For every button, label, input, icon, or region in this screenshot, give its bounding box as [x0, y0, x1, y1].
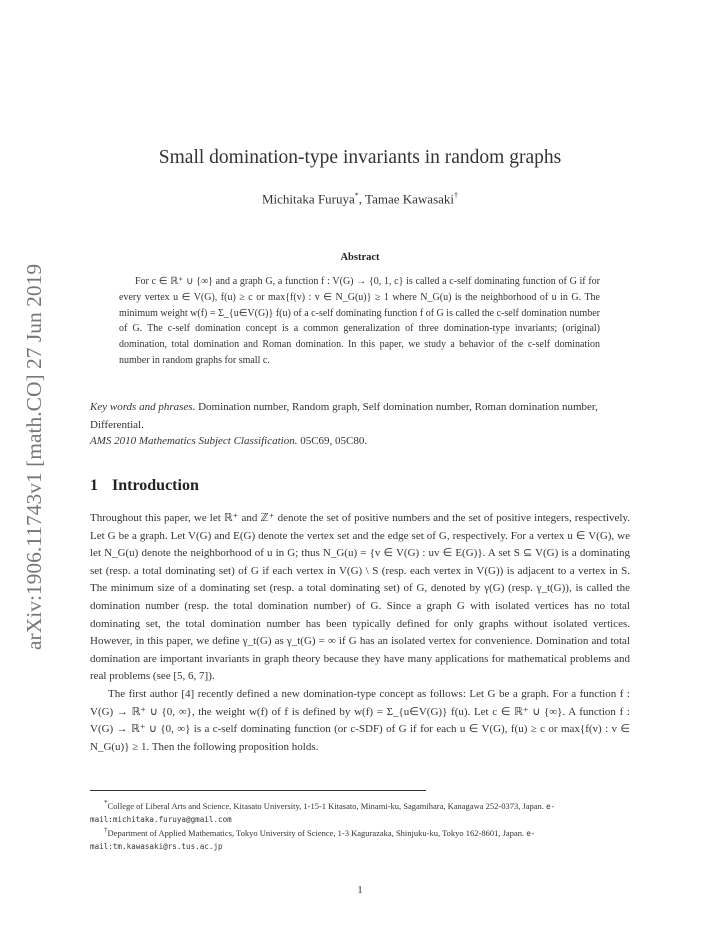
footnote-text: College of Liberal Arts and Science, Kitasato University, 1-15-1 Kitasato, Minami-ku, Sagamihara, Kanagawa 252-0373, Japan.	[107, 800, 544, 811]
author-furuya: Michitaka Furuya	[261, 191, 355, 207]
footnote-mark: †	[104, 826, 108, 834]
keywords-label: Key words and phrases.	[90, 401, 196, 413]
paragraph: The first author [4] recently defined a new domination-type concept as follows: Let G be a graph. For a function f : V(G) → ℝ⁺ ∪ {0, ∞}, the weight w(f) of f is defined by w(f) = Σ_{u∈V(G)} f(u). Let c ∈ ℝ⁺ ∪ {∞}. A function f : V(G) → ℝ⁺ ∪ {0, ∞} is a c-self dominating function (or c-SDF) of G if for each u ∈ V(G), f(u) ≥ c or max{f(v) : v ∈ N_G(u)} ≥ 1. Then the following proposition holds.	[90, 687, 630, 753]
author-line	[0, 191, 720, 207]
keywords	[90, 399, 630, 434]
footnote-email: e-mail:tm.kawasaki@rs.tus.ac.jp	[90, 828, 536, 852]
paragraph: Throughout this paper, we let ℝ⁺ and ℤ⁺ denote the set of positive numbers and the set of positive integers, respectively. Let G be a graph. Let V(G) and E(G) denote the vertex set and the edge set of G, respectively. For a vertex u ∈ V(G), we let N_G(u) denote the neighborhood of u in G; thus N_G(u) = {v ∈ V(G) : uv ∈ E(G)}. A set S ⊆ V(G) is a dominating set (resp. a total dominating set) of G if each vertex in V(G) \ S (resp. each vertex in V(G)) is adjacent to a vertex in S. The minimum size of a dominating set (resp. a total dominating set) of G, denoted by γ(G) (resp. γ_t(G)), is called the domination number (resp. the total domination number) of G. Since a graph G with isolated vertices has no total dominating set, the total domination number has been typically defined for only graphs without isolated vertices. However, in this paper, we define γ_t(G) as γ_t(G) = ∞ if G has an isolated vertex for convenience. Domination and total domination are important invariants in graph theory because they have many applications for mathematical problems and real problems (see [5, 6, 7]).	[90, 512, 630, 683]
footnote-mark: *	[104, 799, 108, 807]
ams-label: AMS 2010 Mathematics Subject Classification.	[90, 435, 298, 447]
abstract-heading: Abstract	[340, 252, 380, 263]
author-separator: ,	[358, 191, 366, 207]
footnote	[90, 824, 630, 854]
arxiv-stamp	[20, 210, 48, 650]
paper-title: Small domination-type invariants in random graphs	[158, 147, 562, 168]
section-title: Introduction	[112, 477, 199, 494]
author-mark-1: *	[354, 191, 359, 200]
keywords-text: Domination number, Random graph, Self domination number, Roman domination number, Differential.	[90, 401, 598, 431]
footnote-email: e-mail:michitaka.furuya@gmail.com	[90, 801, 556, 825]
abstract-text: For c ∈ ℝ⁺ ∪ {∞} and a graph G, a function f : V(G) → {0, 1, c} is called a c-self dominating function of G if for every vertex u ∈ V(G), f(u) ≥ c or max{f(v) : v ∈ N_G(u)} ≥ 1 where N_G(u) is the neighborhood of u in G. The minimum weight w(f) = Σ_{u∈V(G)} f(u) of a c-self dominating function f of G is called the c-self domination number of G. The c-self domination concept is a common generalization of three domination-type invariants; (original) domination, total domination and Roman domination. In this paper, we study a behavior of the c-self domination number in random graphs for small c.	[119, 276, 600, 366]
footnote-text: Department of Applied Mathematics, Tokyo University of Science, 1-3 Kagurazaka, Shinjuku-ku, Tokyo 162-8601, Japan.	[107, 827, 525, 838]
footnote-rule	[90, 790, 426, 791]
ams-text: 05C69, 05C80.	[300, 435, 368, 447]
author-mark-2: †	[454, 191, 459, 200]
body-text	[90, 510, 630, 756]
ams-classification	[90, 435, 630, 447]
page-number: 1	[357, 884, 363, 896]
section-number: 1	[90, 477, 98, 494]
footnote	[90, 797, 630, 827]
author-kawasaki: Tamae Kawasaki	[365, 191, 455, 207]
arxiv-stamp-text: arXiv:1906.11743v1 [math.CO] 27 Jun 2019	[22, 263, 46, 650]
section-heading	[90, 477, 199, 495]
